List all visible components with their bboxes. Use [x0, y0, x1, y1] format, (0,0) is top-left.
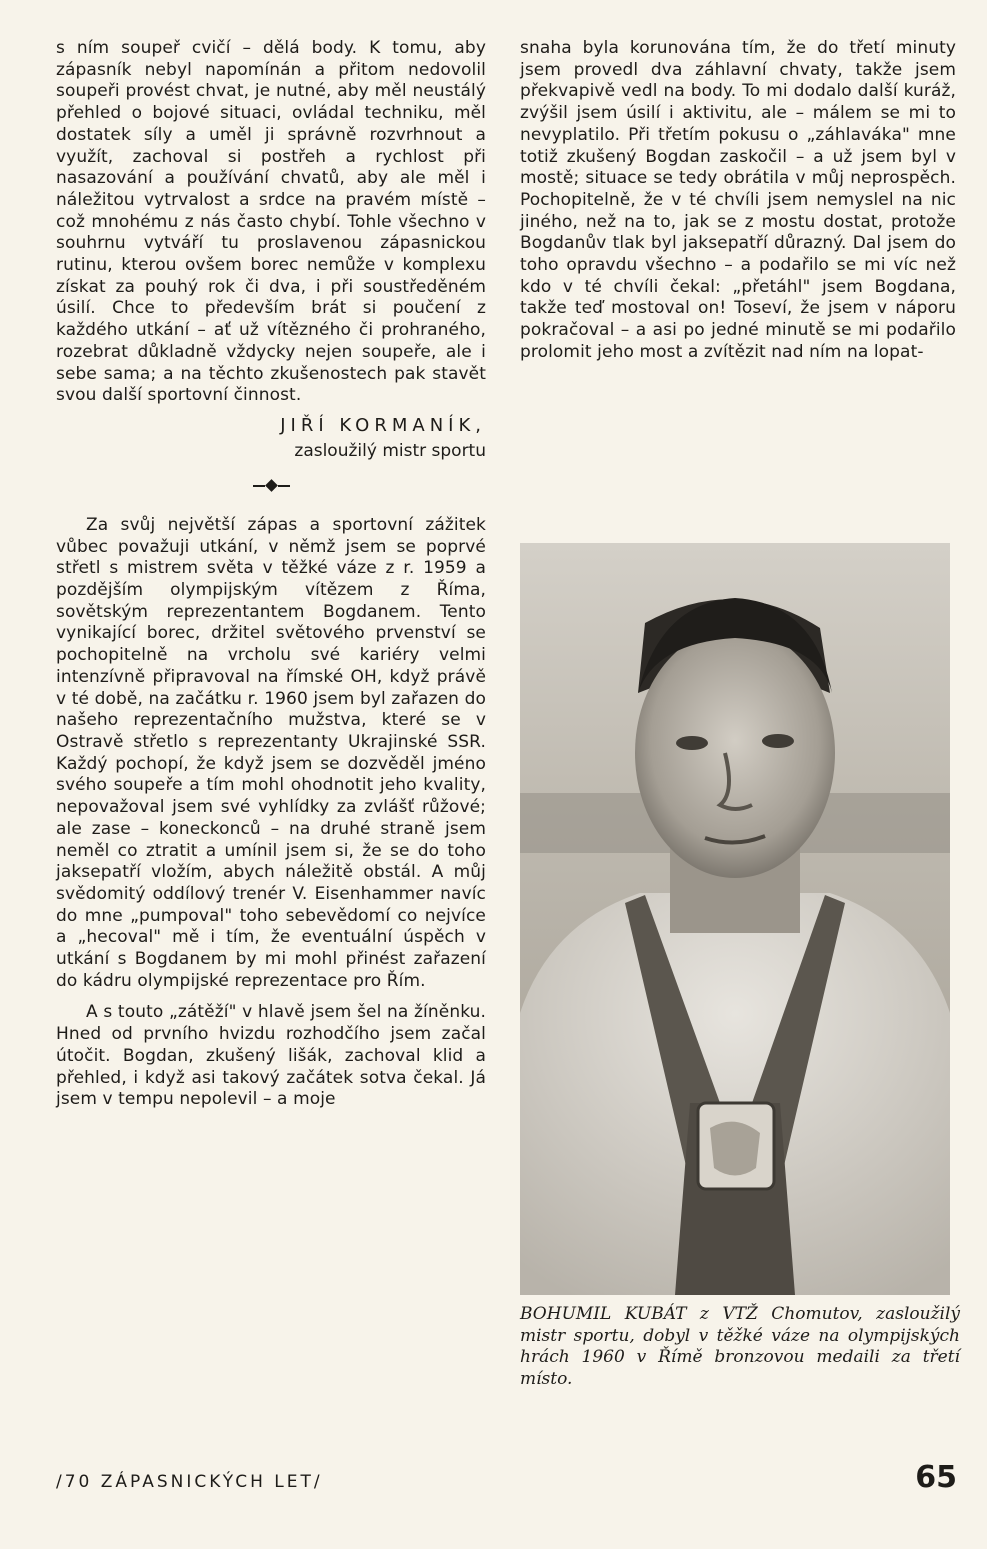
signature-title: zasloužilý mistr sportu	[294, 440, 486, 461]
diamond-ornament-icon	[265, 480, 278, 493]
left-column	[56, 38, 486, 1111]
photo-caption: BOHUMIL KUBÁT z VTŽ Chomutov, zasloužilý mistr sportu, dobyl v těžké váze na olympijských hrách 1960 v Římě bronzovou medaili za třetí místo.	[520, 1304, 960, 1389]
section-divider	[56, 477, 486, 495]
article-paragraph: snaha byla korunována tím, že do třetí minuty jsem provedl dva záhlavní chvaty, takže jsem překvapivě vedl na body. To mi dodalo další kuráž, zvýšil jsem úsilí i aktivitu, ale – málem se mi to nevyplatilo. Při třetím pokusu o „záhlaváka" mne totiž zkušený Bogdan zaskočil – a už jsem byl v mostě; situace se tedy obrátila v můj neprospěch. Pochopitelně, že v té chvíli jsem nemyslel na nic jiného, než na to, jak se z mostu dostat, protože Bogdanův tlak byl jaksepatří důrazný. Dal jsem do toho opravdu všechno – a podařilo se mi víc než kdo v té chvíli čekal: „přetáhl" jsem Bogdana, takže teď mostoval on! Toseví, že jsem v náporu pokračoval – a asi po jedné minutě se mi podařilo prolomit jeho most a zvítězit nad ním na lopat-	[520, 38, 956, 362]
page-number: 65	[915, 1460, 957, 1495]
running-footer-title: /70 ZÁPASNICKÝCH LET/	[56, 1472, 323, 1492]
signature-block	[56, 413, 486, 463]
article-paragraph: Za svůj největší zápas a sportovní zážitek vůbec považuji utkání, v němž jsem se poprvé střetl s mistrem světa v těžké váze z r. 1959 a pozdějším olympijským vítězem z Říma, sovětským reprezentantem Bogdanem. Tento vynikající borec, držitel světového prvenství se pochopitelně na vrcholu své kariéry velmi intenzívně připravoval na římské OH, když právě v té době, na začátku r. 1960 jsem byl zařazen do našeho reprezentačního mužstva, které se v Ostravě střetlo s reprezentanty Ukrajinské SSR. Každý pochopí, že když jsem se dozvěděl jméno svého soupeře a tím mohl ohodnotit jeho kvality, nepovažoval jsem své vyhlídky za zvlášť růžové; ale zase – koneckonců – na druhé straně jsem neměl co ztratit a umínil jsem si, že se do toho jaksepatří vložím, abych náležitě obstál. A můj svědomitý oddílový trenér V. Eisenhammer navíc do mne „pumpoval" toho sebevědomí co nejvíce a „hecoval" mě i tím, že eventuální úspěch v utkání s Bogdanem by mi mohl přinést zařazení do kádru olympijské reprezentace pro Řím.	[56, 514, 486, 991]
right-column	[520, 38, 956, 364]
article-paragraph: A s touto „zátěží" v hlavě jsem šel na žíněnku. Hned od prvního hvizdu rozhodčího jsem začal útočit. Bogdan, zkušený lišák, zachoval klid a přehled, i když asi takový začátek sotva čekal. Já jsem v tempu nepolevil – a moje	[56, 1002, 486, 1110]
wrestler-photo	[520, 543, 950, 1295]
signature-name: JIŘÍ KORMANÍK,	[280, 414, 486, 436]
intro-paragraph: s ním soupeř cvičí – dělá body. K tomu, aby zápasník nebyl napomínán a přitom nedovolil soupeři provést chvat, je nutné, aby měl neustálý přehled o bojové situaci, ovládal techniku, měl dostatek síly a uměl ji správně rozvrhnout a využít, zachoval si postřeh a rychlost při nasazování a používání chvatů, aby ale měl i náležitou vytrvalost a srdce na pravém místě – což mnohému z nás často chybí. Tohle všechno v souhrnu vytváří tu proslavenou zápasnickou rutinu, kterou ovšem borec nemůže v komplexu získat za pouhý rok či dva, i při soustředěném úsilí. Chce to především brát si poučení z každého utkání – ať už vítězného či prohraného, rozebrat důkladně vždycky nejen soupeře, ale i sebe sama; a na těchto zkušenostech pak stavět svou další sportovní činnost.	[56, 38, 486, 406]
